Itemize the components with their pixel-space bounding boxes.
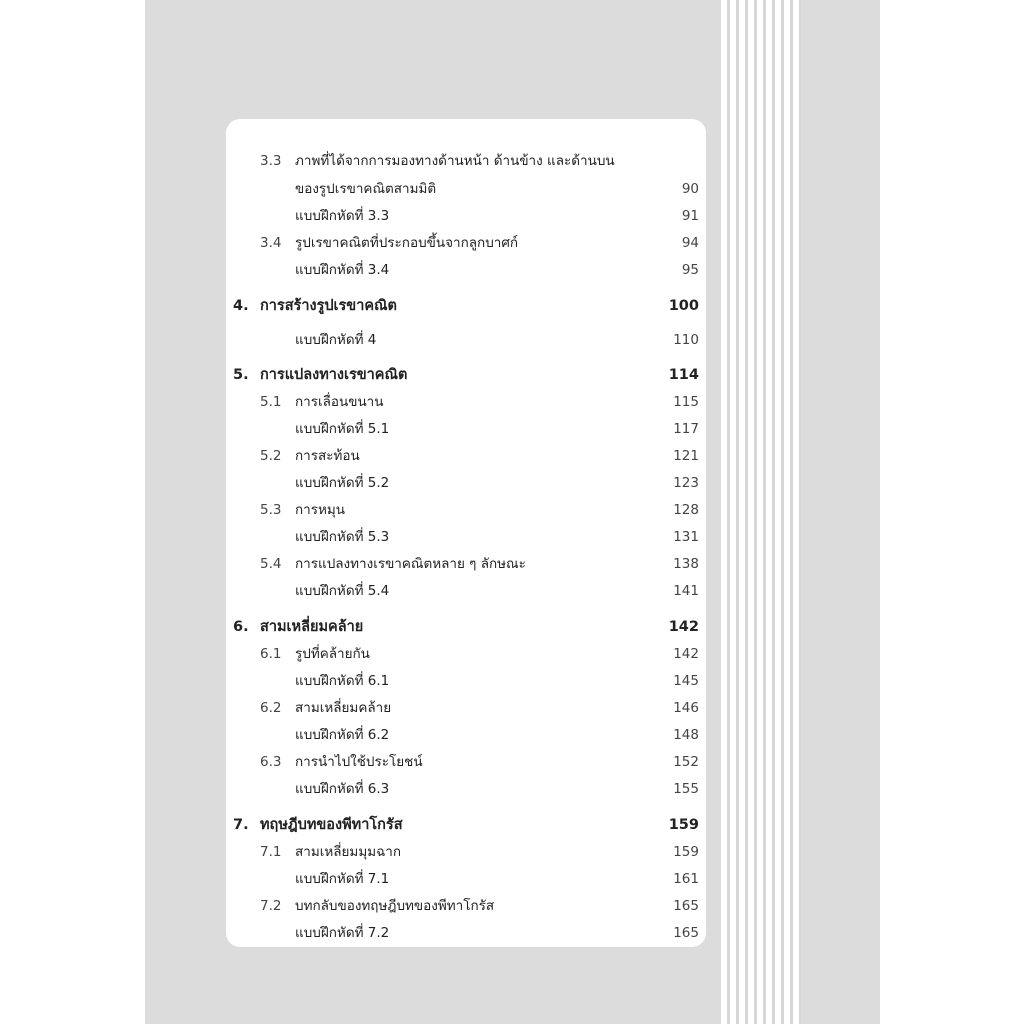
toc-title: แบบฝึกหัดที่ 4: [295, 332, 377, 348]
toc-chapter: [226, 615, 706, 639]
toc-section: [226, 444, 706, 468]
toc-page-number: 165: [673, 898, 699, 914]
toc-number: 6.2: [260, 700, 282, 716]
toc-title: แบบฝึกหัดที่ 6.3: [295, 781, 390, 797]
toc-section: [226, 552, 706, 576]
toc-page-number: 146: [673, 700, 699, 716]
toc-exercise: [226, 525, 706, 549]
toc-section: [226, 750, 706, 774]
toc-page-number: 123: [673, 475, 699, 491]
toc-number: 5.: [233, 367, 249, 383]
toc-page-number: 128: [673, 502, 699, 518]
toc-exercise: [226, 777, 706, 801]
toc-number: 6.3: [260, 754, 282, 770]
toc-page-number: 142: [668, 619, 699, 635]
toc-page-number: 95: [681, 262, 699, 278]
toc-page-number: 148: [673, 727, 699, 743]
toc-page-number: 165: [673, 925, 699, 941]
toc-number: 5.3: [260, 502, 282, 518]
toc-title: แบบฝึกหัดที่ 3.3: [295, 208, 390, 224]
toc-section: [226, 642, 706, 666]
toc-number: 7.1: [260, 844, 282, 860]
toc-exercise: [226, 204, 706, 228]
toc-title: แบบฝึกหัดที่ 5.2: [295, 475, 390, 491]
toc-page-number: 145: [673, 673, 699, 689]
toc-number: 3.3: [260, 153, 282, 169]
toc-title: แบบฝึกหัดที่ 7.2: [295, 925, 390, 941]
toc-number: 5.1: [260, 394, 282, 410]
decorative-stripes: [721, 0, 801, 1024]
toc-page-number: 138: [673, 556, 699, 572]
toc-title: สามเหลี่ยมคล้าย: [260, 619, 364, 635]
toc-exercise: [226, 258, 706, 282]
toc-title: บทกลับของทฤษฎีบทของพีทาโกรัส: [295, 898, 495, 914]
toc-number: 7.2: [260, 898, 282, 914]
toc-number: 6.1: [260, 646, 282, 662]
toc-section: [226, 894, 706, 918]
page-background: [145, 0, 880, 1024]
toc-number: 5.4: [260, 556, 282, 572]
toc-page-number: 159: [668, 817, 699, 833]
toc-section: [226, 231, 706, 255]
toc-title: สามเหลี่ยมคล้าย: [295, 700, 392, 716]
toc-exercise: [226, 177, 706, 201]
toc-page-number: 141: [673, 583, 699, 599]
toc-page-number: 91: [681, 208, 699, 224]
toc-page-number: 159: [673, 844, 699, 860]
toc-page-number: 115: [673, 394, 699, 410]
toc-title: การแปลงทางเรขาคณิตหลาย ๆ ลักษณะ: [295, 556, 526, 572]
toc-title: ภาพที่ได้จากการมองทางด้านหน้า ด้านข้าง และด้านบน: [295, 153, 615, 169]
toc-title: ทฤษฎีบทของพีทาโกรัส: [260, 817, 403, 833]
toc-number: 4.: [233, 298, 249, 314]
toc-section: [226, 149, 706, 173]
toc-title: แบบฝึกหัดที่ 6.1: [295, 673, 390, 689]
toc-section: [226, 840, 706, 864]
toc-title: การนำไปใช้ประโยชน์: [295, 754, 423, 770]
toc-page-number: 161: [673, 871, 699, 887]
toc-title: แบบฝึกหัดที่ 6.2: [295, 727, 390, 743]
toc-exercise: [226, 921, 706, 945]
toc-title: ของรูปเรขาคณิตสามมิติ: [295, 181, 437, 197]
toc-title: แบบฝึกหัดที่ 5.4: [295, 583, 390, 599]
toc-exercise: [226, 328, 706, 352]
toc-section: [226, 696, 706, 720]
toc-title: แบบฝึกหัดที่ 5.1: [295, 421, 390, 437]
toc-title: การแปลงทางเรขาคณิต: [260, 367, 408, 383]
toc-title: แบบฝึกหัดที่ 3.4: [295, 262, 390, 278]
toc-chapter: [226, 363, 706, 387]
toc-number: 3.4: [260, 235, 282, 251]
toc-title: การเลื่อนขนาน: [295, 394, 384, 410]
toc-title: สามเหลี่ยมมุมฉาก: [295, 844, 402, 860]
toc-exercise: [226, 471, 706, 495]
toc-chapter: [226, 294, 706, 318]
toc-exercise: [226, 417, 706, 441]
toc-page-number: 142: [673, 646, 699, 662]
toc-title: รูปเรขาคณิตที่ประกอบขึ้นจากลูกบาศก์: [295, 235, 519, 251]
toc-number: 5.2: [260, 448, 282, 464]
table-of-contents: [226, 119, 706, 947]
toc-exercise: [226, 579, 706, 603]
toc-page-number: 114: [668, 367, 699, 383]
toc-page-number: 100: [668, 298, 699, 314]
toc-page-number: 152: [673, 754, 699, 770]
toc-title: รูปที่คล้ายกัน: [295, 646, 370, 662]
toc-page-number: 90: [681, 181, 699, 197]
toc-chapter: [226, 813, 706, 837]
toc-title: การสร้างรูปเรขาคณิต: [260, 298, 397, 314]
toc-page-number: 110: [673, 332, 699, 348]
toc-exercise: [226, 723, 706, 747]
toc-number: 6.: [233, 619, 249, 635]
toc-number: 7.: [233, 817, 249, 833]
toc-page-number: 121: [673, 448, 699, 464]
toc-section: [226, 390, 706, 414]
toc-exercise: [226, 867, 706, 891]
toc-title: แบบฝึกหัดที่ 7.1: [295, 871, 390, 887]
toc-page-number: 155: [673, 781, 699, 797]
toc-exercise: [226, 669, 706, 693]
toc-title: การสะท้อน: [295, 448, 360, 464]
toc-title: การหมุน: [295, 502, 346, 518]
toc-page-number: 131: [673, 529, 699, 545]
toc-page-number: 117: [673, 421, 699, 437]
toc-title: แบบฝึกหัดที่ 5.3: [295, 529, 390, 545]
toc-section: [226, 498, 706, 522]
toc-page-number: 94: [681, 235, 699, 251]
